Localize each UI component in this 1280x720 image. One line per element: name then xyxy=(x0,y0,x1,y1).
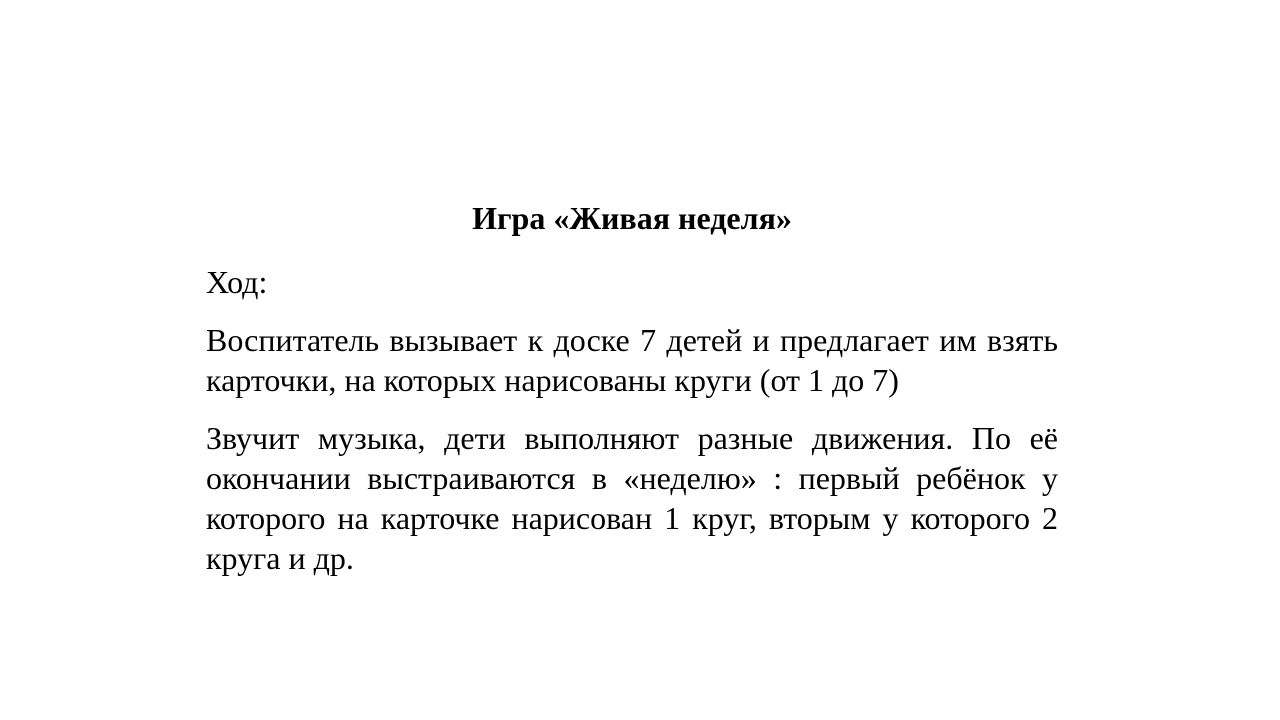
paragraph-music-week-lineup: Звучит музыка, дети выполняют разные движения. По её окончании выстраиваются в «неделю» : первый ребёнок у которого на карточке нарисован 1 круг, вторым у которого 2 круга и др. xyxy=(206,420,1058,576)
paragraph-move-label: Ход: xyxy=(206,264,268,300)
paragraph-teacher-instructions: Воспитатель вызывает к доске 7 детей и предлагает им взять карточки, на которых нарисованы круги (от 1 до 7) xyxy=(206,322,1058,398)
slide-body xyxy=(206,196,1058,596)
slide-title: Игра «Живая неделя» xyxy=(472,200,792,236)
